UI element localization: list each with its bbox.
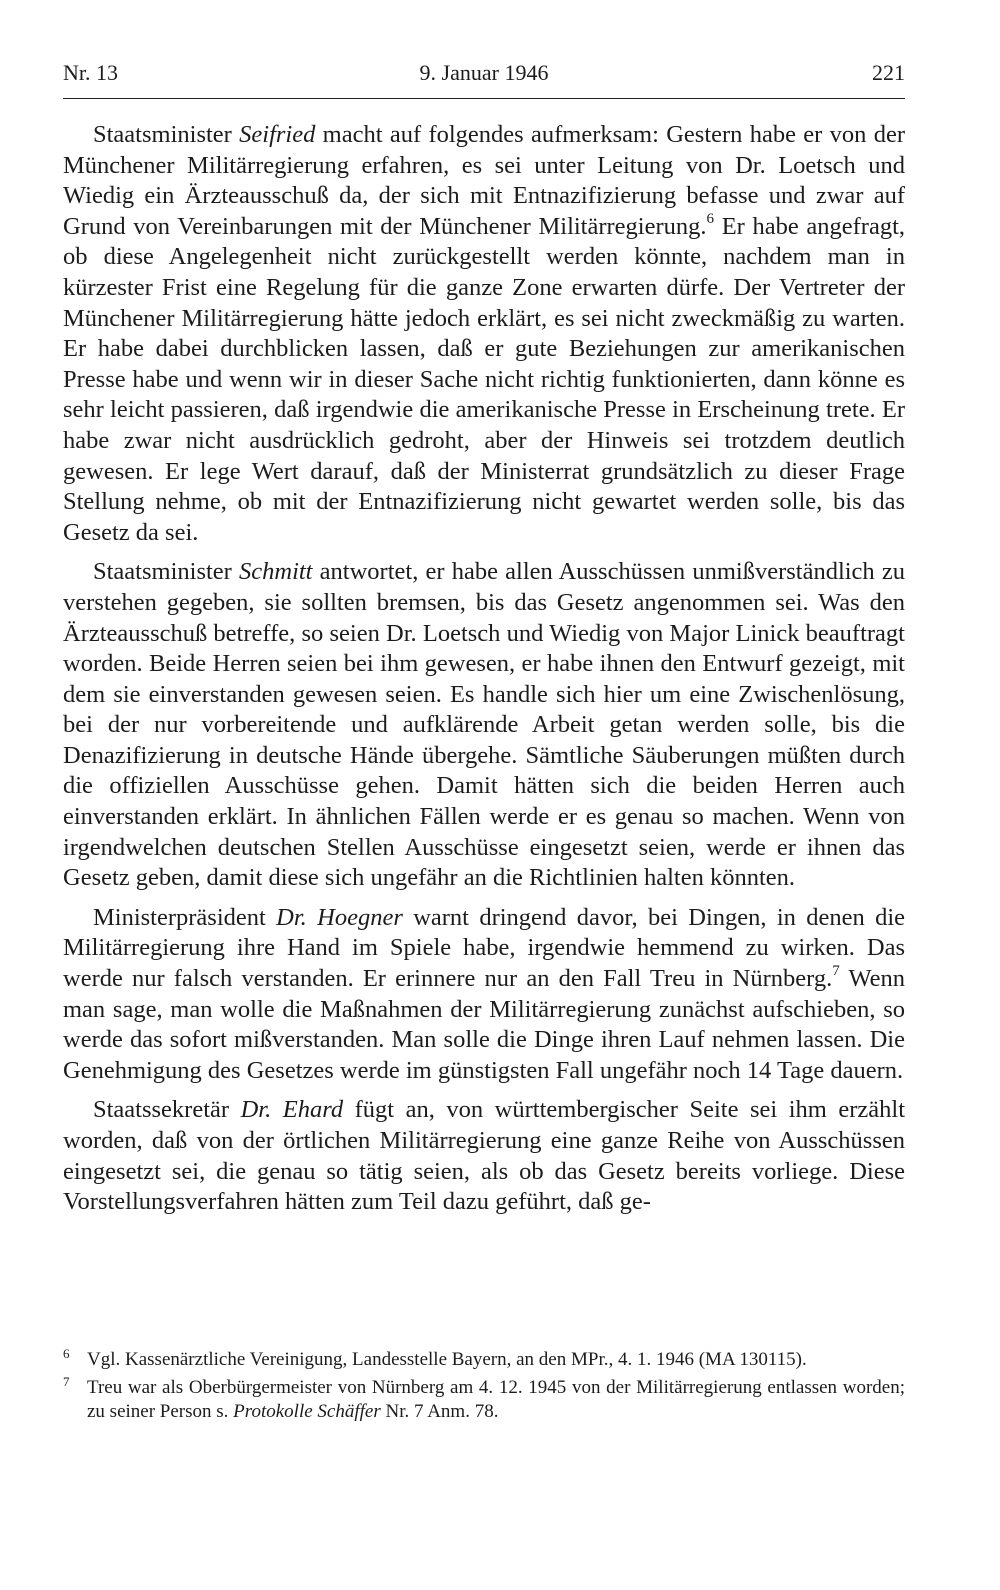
footnotes [63, 1348, 905, 1428]
paragraph-seifried [63, 120, 905, 548]
paragraph-text: warnt dringend davor, bei Dingen, in denen die Militärregierung ihre Hand im Spiele habe, irgendwie hemmend zu wirken. Das werde nur falsch verstanden. Er erinnere nur an den Fall Treu in Nürnberg. [63, 903, 906, 993]
paragraph-hoegner [63, 903, 905, 1087]
footnote-mark: 7 [63, 1374, 70, 1389]
footnote-mark: 6 [63, 1346, 70, 1361]
footnote-text: Vgl. Kassenärztliche Vereinigung, Landesstelle Bayern, an den MPr., 4. 1. 1946 (MA 130115). [87, 1349, 807, 1370]
speaker-name: Dr. Ehard [240, 1096, 344, 1124]
speaker-name: Schmitt [239, 558, 313, 586]
footnote-text: Nr. 7 Anm. 78. [380, 1401, 499, 1422]
paragraph-text: fügt an, von württembergischer Seite sei ihm erzählt worden, daß von der örtlichen Militärregierung eine ganze Reihe von Ausschüssen eingesetzt sei, die genau so tätig seien, als ob das Gesetz bereits vorliege. Diese Vorstellungsverfahren hätten zum Teil dazu geführt, daß ge- [63, 1096, 905, 1216]
paragraph-ehard [63, 1095, 905, 1217]
speaker-name: Seifried [239, 121, 316, 148]
body-text [63, 120, 905, 1227]
speaker-role: Ministerpräsident [93, 903, 277, 931]
paragraph-text: Er habe angefragt, ob diese Angelegenheit nicht zurückgestellt werden könnte, nachdem man in kürzester Frist eine Regelung für die ganze Zone erwarten dürfe. Der Vertreter der Münchener Militärregierung hätte jedoch erklärt, es sei nicht zweckmäßig zu warten. Er habe dabei durchblicken lassen, daß er gute Beziehungen zur amerikanischen Presse habe und wenn wir in dieser Sache nicht richtig funktionierten, dann könne es sehr leicht passieren, daß irgendwie die amerikanische Presse in Erscheinung trete. Er habe zwar nicht ausdrücklich gedroht, aber der Hinweis sei trotzdem deutlich gewesen. Er lege Wert darauf, daß der Ministerrat grundsätzlich zu dieser Frage Stellung nehme, ob mit der Entnazifizierung nicht gewartet werden solle, bis das Gesetz da sei. [63, 212, 906, 546]
paragraph-text: antwortet, er habe allen Ausschüssen unmißverständlich zu verstehen gegeben, sie sollten bremsen, bis das Gesetz angenommen sei. Was den Ärzteausschuß betreffe, so seien Dr. Loetsch und Wiedig von Major Linick beauftragt worden. Beide Herren seien bei ihm gewesen, er habe ihnen den Entwurf gezeigt, mit dem sie einverstanden gewesen seien. Es handle sich hier um eine Zwischenlösung, bei der nur vorbereitende und aufklärende Arbeit getan werden solle, bis die Denazifizierung in deutsche Hände übergehe. Sämtliche Säuberungen müßten durch die offiziellen Ausschüsse gehen. Damit hätten sich die beiden Herren auch einverstanden erklärt. In ähnlichen Fällen werde er es genau so machen. Wenn von irgendwelchen deutschen Stellen Ausschüsse eingesetzt seien, werde er ihnen das Gesetz geben, damit diese sich ungefähr an die Richtlinien halten könnten. [63, 558, 905, 892]
footnote-text: Treu war als Oberbürgermeister von Nürnberg am 4. 12. 1945 von der Militärregierung entlassen worden; zu seiner Person s. [87, 1377, 905, 1422]
running-header [63, 54, 905, 99]
footnote-6 [63, 1348, 905, 1372]
footnote-ref: 6 [706, 210, 715, 227]
paragraph-text: macht auf folgendes aufmerksam: Gestern habe er von der Münchener Militärregierung erfahren, es sei unter Leitung von Dr. Loetsch und Wiedig ein Ärzteausschuß da, der sich mit Entnazifizierung befasse und zwar auf Grund von Vereinbarungen mit der Münchener Militärregierung. [63, 121, 905, 240]
paragraph-text: Wenn man sage, man wolle die Maßnahmen der Militärregierung zunächst aufschieben, so werde das sofort mißverstanden. Man solle die Dinge ihren Lauf nehmen lassen. Die Genehmigung des Gesetzes werde im günstigsten Fall ungefähr noch 14 Tage dauern. [63, 965, 905, 1084]
paragraph-schmitt [63, 557, 905, 894]
speaker-name: Dr. Hoegner [276, 903, 403, 931]
speaker-role: Staatssekretär [93, 1096, 241, 1124]
footnote-7 [63, 1376, 905, 1424]
footnote-citation: Protokolle Schäffer [233, 1401, 381, 1422]
document-number: Nr. 13 [63, 60, 118, 85]
header-date: 9. Januar 1946 [419, 60, 549, 85]
footnote-ref: 7 [832, 962, 840, 979]
speaker-role: Staatsminister [93, 558, 239, 586]
page-number: 221 [872, 60, 905, 85]
speaker-role: Staatsminister [93, 121, 240, 148]
